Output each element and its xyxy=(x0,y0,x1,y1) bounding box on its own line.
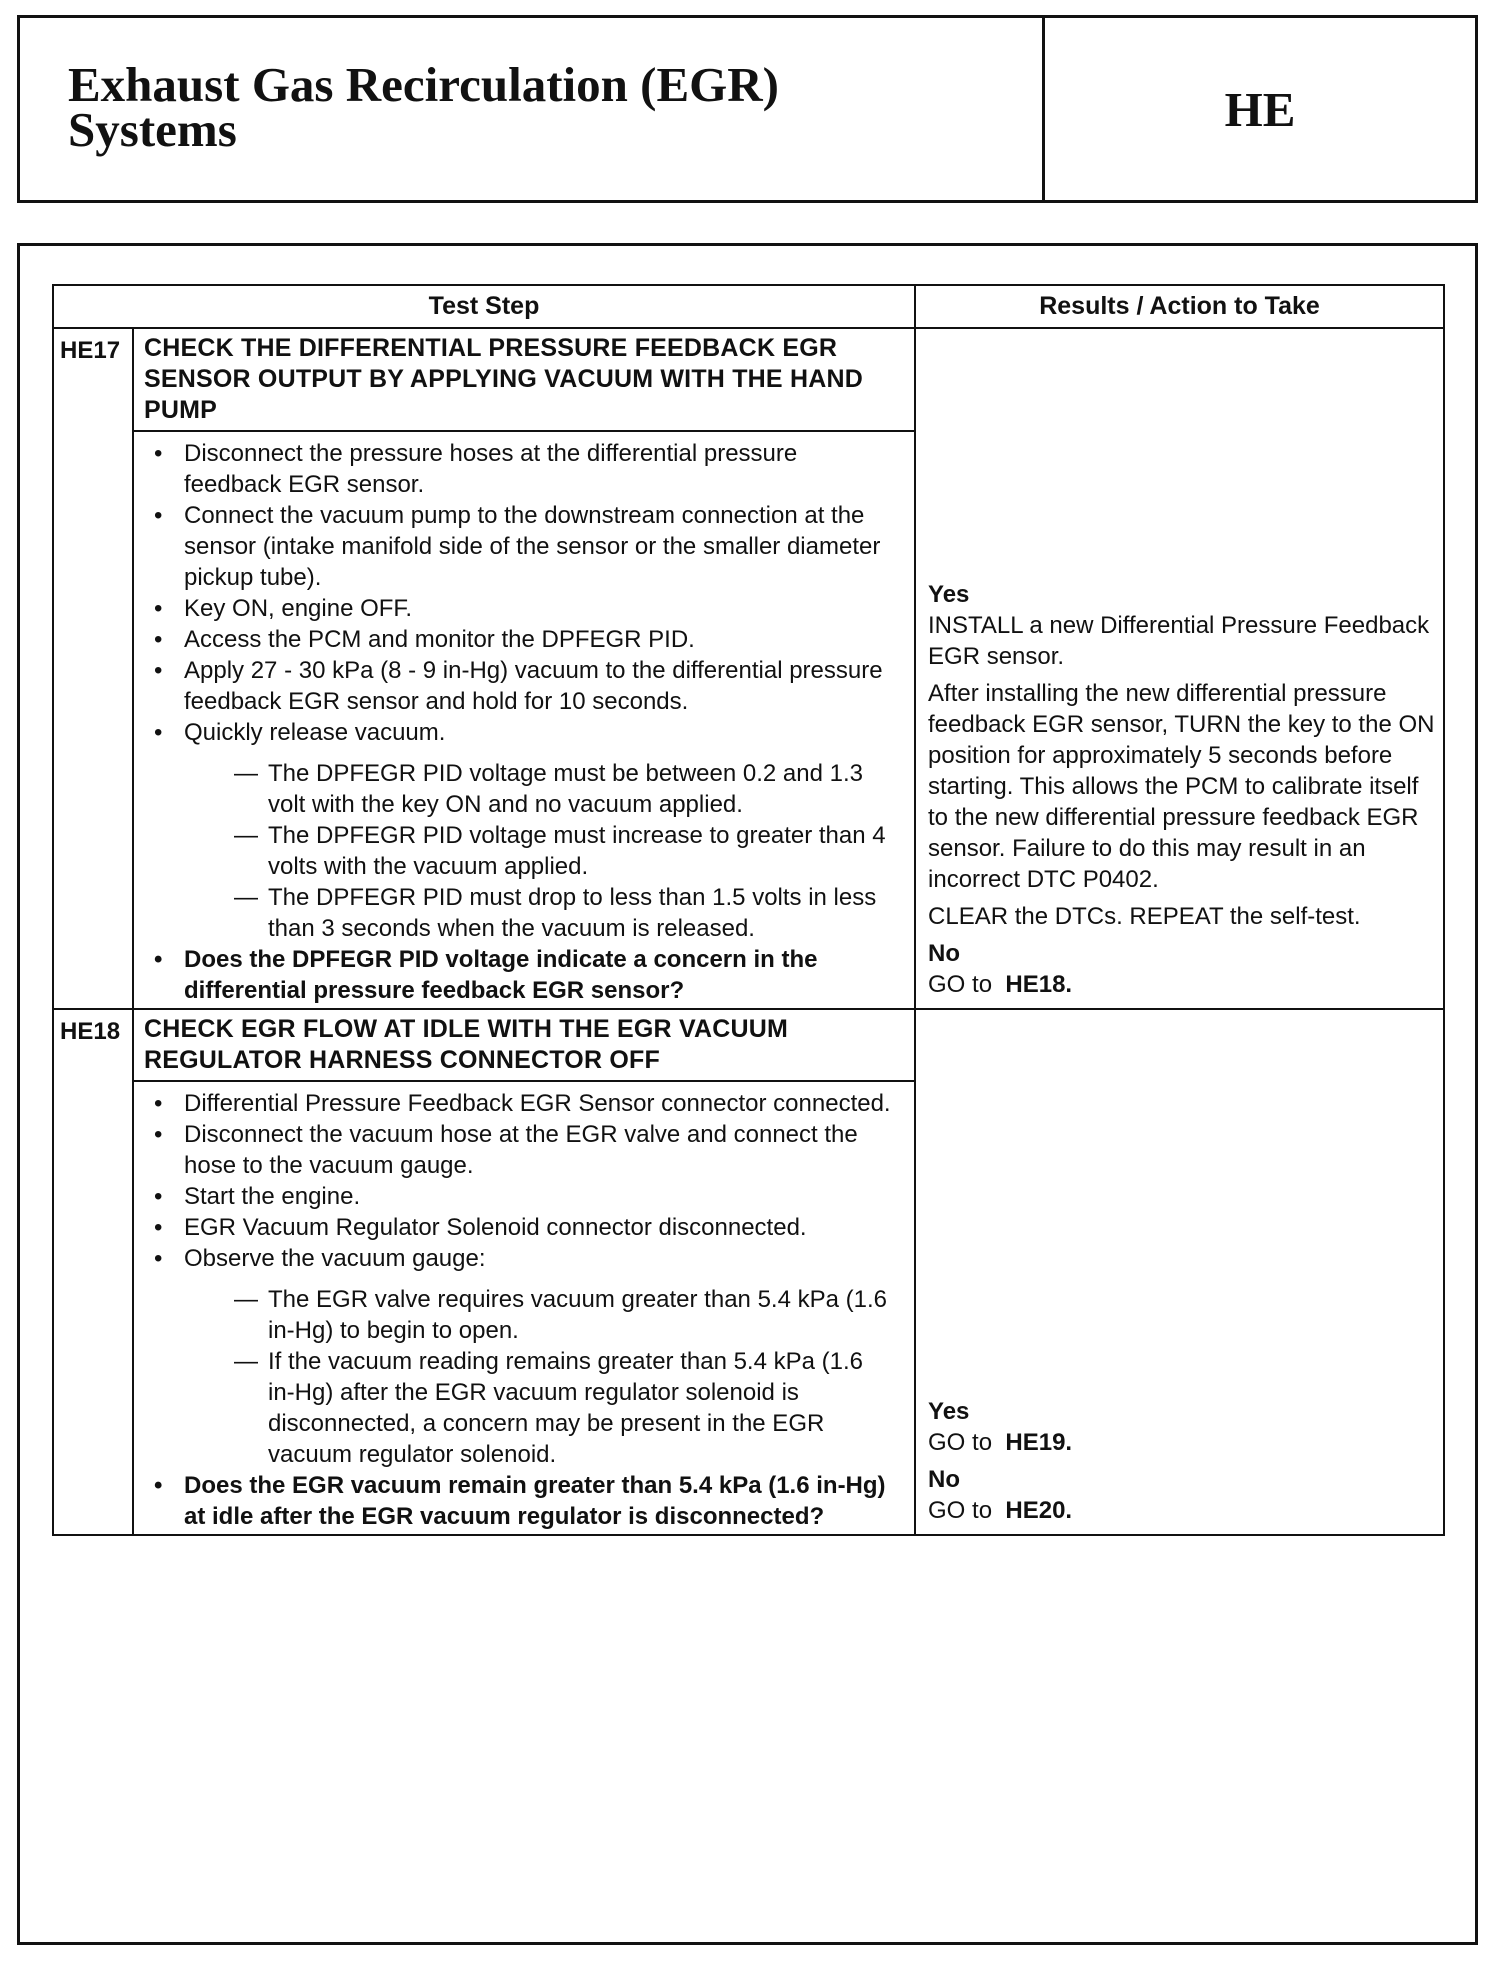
list-item: • EGR Vacuum Regulator Solenoid connector disconnected. xyxy=(142,1212,896,1243)
step-id: HE17 xyxy=(53,328,133,1009)
test-step-header: Test Step xyxy=(53,285,915,328)
list-item: • Start the engine. xyxy=(142,1181,896,1212)
step-question: • Does the DPFEGR PID voltage indicate a concern in the differential pressure feedback EGR sensor? xyxy=(142,944,896,1006)
page-title xyxy=(68,57,968,157)
list-item: — The EGR valve requires vacuum greater than 5.4 kPa (1.6 in-Hg) to begin to open. xyxy=(184,1284,896,1346)
step-question: • Does the EGR vacuum remain greater than 5.4 kPa (1.6 in-Hg) at idle after the EGR vacuum regulator is disconnected? xyxy=(142,1470,896,1532)
step-body xyxy=(133,1081,915,1535)
results-header: Results / Action to Take xyxy=(915,285,1444,328)
go-to-text: GO to xyxy=(928,1497,993,1524)
list-item: • Apply 27 - 30 kPa (8 - 9 in-Hg) vacuum to the differential pressure feedback EGR sensor and hold for 10 seconds. xyxy=(142,655,896,717)
list-item: • Disconnect the pressure hoses at the differential pressure feedback EGR sensor. xyxy=(142,438,896,500)
list-item: • Disconnect the vacuum hose at the EGR valve and connect the hose to the vacuum gauge. xyxy=(142,1119,896,1181)
list-item: • Connect the vacuum pump to the downstream connection at the sensor (intake manifold side of the sensor or the smaller diameter pickup tube). xyxy=(142,500,896,593)
list-item: — The DPFEGR PID voltage must increase to greater than 4 volts with the vacuum applied. xyxy=(184,820,896,882)
no-label: No xyxy=(928,940,961,967)
title-line-1: Exhaust Gas Recirculation (EGR) xyxy=(68,57,779,112)
yes-action: INSTALL a new Differential Pressure Feedback EGR sensor. xyxy=(928,612,1430,670)
list-item: — The DPFEGR PID must drop to less than 1.5 volts in less than 3 seconds when the vacuum is released. xyxy=(184,882,896,944)
list-item xyxy=(142,1243,896,1470)
sub-instructions xyxy=(184,1284,896,1470)
table-row xyxy=(53,1009,1444,1081)
go-to-text: GO to xyxy=(928,971,993,998)
step-results xyxy=(915,1009,1444,1535)
table-row xyxy=(53,328,1444,431)
yes-label: Yes xyxy=(928,581,970,608)
title-line-2: Systems xyxy=(68,102,237,157)
go-to-link[interactable]: HE19. xyxy=(1005,1429,1073,1456)
no-action xyxy=(928,1495,1435,1526)
list-item-text: Quickly release vacuum. xyxy=(184,719,446,746)
list-item: • Differential Pressure Feedback EGR Sensor connector connected. xyxy=(142,1088,896,1119)
list-item: — If the vacuum reading remains greater than 5.4 kPa (1.6 in-Hg) after the EGR vacuum regulator solenoid is disconnected, a concern may be present in the EGR vacuum regulator solenoid. xyxy=(184,1346,896,1470)
step-id: HE18 xyxy=(53,1009,133,1535)
list-item-text: Observe the vacuum gauge: xyxy=(184,1245,486,1272)
step-results xyxy=(915,328,1444,1009)
yes-note: After installing the new differential pressure feedback EGR sensor, TURN the key to the ON position for approximately 5 seconds before starting. This allows the PCM to calibrate itself to the new differential pressure feedback EGR sensor. Failure to do this may result in an incorrect DTC P0402. xyxy=(928,680,1435,893)
yes-label: Yes xyxy=(928,1398,970,1425)
list-item: • Access the PCM and monitor the DPFEGR PID. xyxy=(142,624,896,655)
sub-instructions xyxy=(184,758,896,944)
table-header-row xyxy=(53,285,1444,328)
yes-action xyxy=(928,1427,1435,1458)
step-instructions xyxy=(142,438,896,1006)
section-code: HE xyxy=(1224,81,1296,137)
yes-clear: CLEAR the DTCs. REPEAT the self-test. xyxy=(928,903,1361,930)
step-body xyxy=(133,431,915,1009)
no-action xyxy=(928,969,1435,1000)
no-label: No xyxy=(928,1466,961,1493)
go-to-text: GO to xyxy=(928,1429,993,1456)
list-item xyxy=(142,717,896,944)
list-item: — The DPFEGR PID voltage must be between 0.2 and 1.3 volt with the key ON and no vacuum applied. xyxy=(184,758,896,820)
go-to-link[interactable]: HE20. xyxy=(1005,1497,1073,1524)
test-step-table xyxy=(52,284,1445,1536)
step-title: CHECK EGR FLOW AT IDLE WITH THE EGR VACUUM REGULATOR HARNESS CONNECTOR OFF xyxy=(133,1009,915,1081)
go-to-link[interactable]: HE18. xyxy=(1005,971,1073,998)
step-title: CHECK THE DIFFERENTIAL PRESSURE FEEDBACK EGR SENSOR OUTPUT BY APPLYING VACUUM WITH THE HAND PUMP xyxy=(133,328,915,431)
list-item: • Key ON, engine OFF. xyxy=(142,593,896,624)
step-instructions xyxy=(142,1088,896,1532)
page-header xyxy=(17,15,1478,203)
